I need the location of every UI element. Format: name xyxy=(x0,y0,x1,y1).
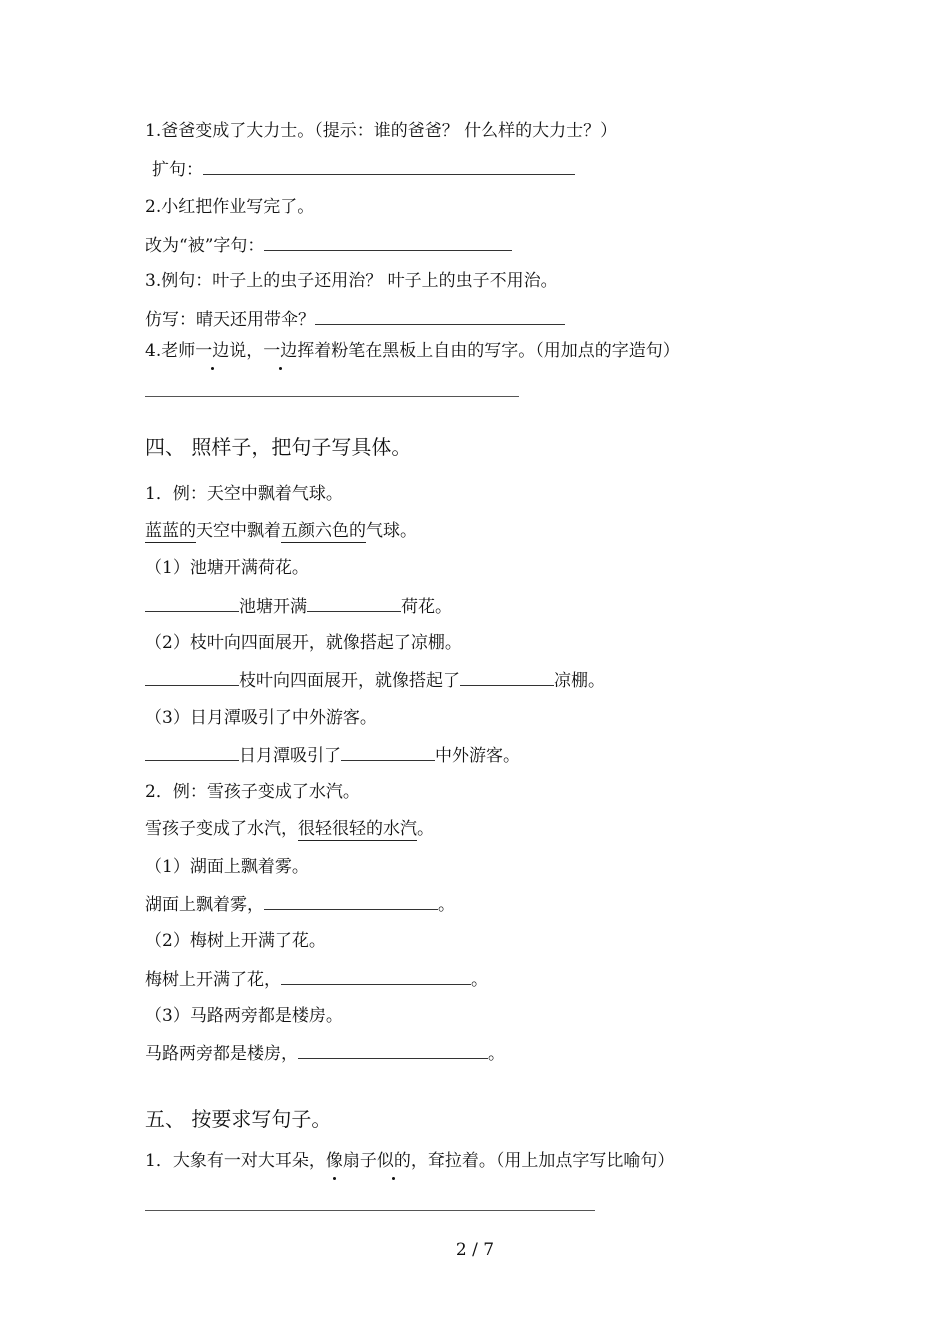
sentence-text: 池塘开满 xyxy=(239,597,307,617)
question-4 xyxy=(145,340,680,362)
item-2-1: （1）湖面上飘着雾。 xyxy=(145,857,309,877)
sentence-text: 中外游客。 xyxy=(435,746,520,766)
passive-label: 改为“被”字句： xyxy=(145,236,265,256)
section-5-question-1 xyxy=(145,1150,674,1172)
section-5-heading: 五、 按要求写句子。 xyxy=(145,1107,332,1131)
section-4-heading: 四、 照样子，把句子写具体。 xyxy=(145,435,412,459)
sentence-text: 梅树上开满了花， xyxy=(145,970,281,990)
item-1-1: （1）池塘开满荷花。 xyxy=(145,558,309,578)
page-number: 2 / 7 xyxy=(455,1240,495,1260)
answer-blank[interactable] xyxy=(145,669,239,686)
sentence-text: 湖面上飘着雾， xyxy=(145,895,264,915)
answer-line[interactable] xyxy=(145,1210,595,1211)
answer-blank[interactable] xyxy=(281,968,471,985)
answer-blank[interactable] xyxy=(298,1042,488,1059)
answer-line[interactable] xyxy=(145,396,519,397)
question-3: 3.例句：叶子上的虫子还用治？ 叶子上的虫子不用治。 xyxy=(145,271,558,291)
item-2-2-answer xyxy=(145,968,488,991)
item-1-3-answer xyxy=(145,744,520,767)
item-1-3: （3）日月潭吸引了中外游客。 xyxy=(145,708,377,728)
item-1-1-answer xyxy=(145,595,452,618)
dotted-word: 似的 xyxy=(376,1151,411,1171)
dotted-word: 一边 xyxy=(263,341,298,361)
underlined-word: 蓝蓝的 xyxy=(145,521,196,541)
question-1: 1.爸爸变成了大力士。（提示：谁的爸爸？ 什么样的大力士？） xyxy=(145,121,618,141)
example-text: 气球。 xyxy=(366,521,417,541)
sentence-text: 。 xyxy=(471,970,488,990)
question-2: 2.小红把作业写完了。 xyxy=(145,197,315,217)
imitate-label: 仿写：晴天还用带伞？ xyxy=(145,310,315,330)
item-2-3-answer xyxy=(145,1042,505,1065)
example-2: 2．例：雪孩子变成了水汽。 xyxy=(145,782,360,802)
question-text: 1．大象有一对大耳朵， xyxy=(145,1151,326,1171)
sentence-text: 枝叶向四面展开，就像搭起了 xyxy=(239,671,460,691)
dotted-word: 一边 xyxy=(195,341,230,361)
answer-blank[interactable] xyxy=(264,893,438,910)
underlined-phrase: 很轻很轻的水汽 xyxy=(298,819,417,839)
answer-blank[interactable] xyxy=(145,595,239,612)
question-text: 扇子 xyxy=(342,1151,377,1171)
answer-blank[interactable] xyxy=(460,669,554,686)
sentence-text: 马路两旁都是楼房， xyxy=(145,1044,298,1064)
example-text: 天空中飘着 xyxy=(196,521,281,541)
example-1-answer xyxy=(145,520,417,542)
answer-blank[interactable] xyxy=(341,744,435,761)
expand-label: 扩句： xyxy=(152,160,203,180)
sentence-text: 。 xyxy=(438,895,455,915)
item-1-2-answer xyxy=(145,669,605,692)
question-4-text: 挥着粉笔在黑板上自由的写字。（用加点的字造句） xyxy=(297,341,680,361)
sentence-text: 日月潭吸引了 xyxy=(239,746,341,766)
item-1-2: （2）枝叶向四面展开，就像搭起了凉棚。 xyxy=(145,633,462,653)
question-4-text: 4.老师 xyxy=(145,341,196,361)
example-text: 。 xyxy=(417,819,434,839)
answer-blank[interactable] xyxy=(315,308,565,325)
item-2-3: （3）马路两旁都是楼房。 xyxy=(145,1006,343,1026)
dotted-word: 像 xyxy=(325,1151,343,1171)
example-1: 1．例：天空中飘着气球。 xyxy=(145,484,343,504)
answer-blank[interactable] xyxy=(203,158,575,175)
sentence-text: 。 xyxy=(488,1044,505,1064)
question-text: ，耷拉着。（用上加点字写比喻句） xyxy=(410,1151,675,1171)
answer-blank[interactable] xyxy=(145,744,239,761)
underlined-word: 五颜六色的 xyxy=(281,521,366,541)
sentence-text: 荷花。 xyxy=(401,597,452,617)
example-2-answer xyxy=(145,818,434,840)
question-3-answer-row xyxy=(145,308,565,331)
question-2-answer-row xyxy=(145,234,512,257)
question-4-text: 说， xyxy=(229,341,264,361)
answer-blank[interactable] xyxy=(264,234,512,251)
sentence-text: 凉棚。 xyxy=(554,671,605,691)
question-1-answer-row xyxy=(152,158,575,181)
example-text: 雪孩子变成了水汽， xyxy=(145,819,298,839)
item-2-1-answer xyxy=(145,893,455,916)
item-2-2: （2）梅树上开满了花。 xyxy=(145,931,326,951)
answer-blank[interactable] xyxy=(307,595,401,612)
